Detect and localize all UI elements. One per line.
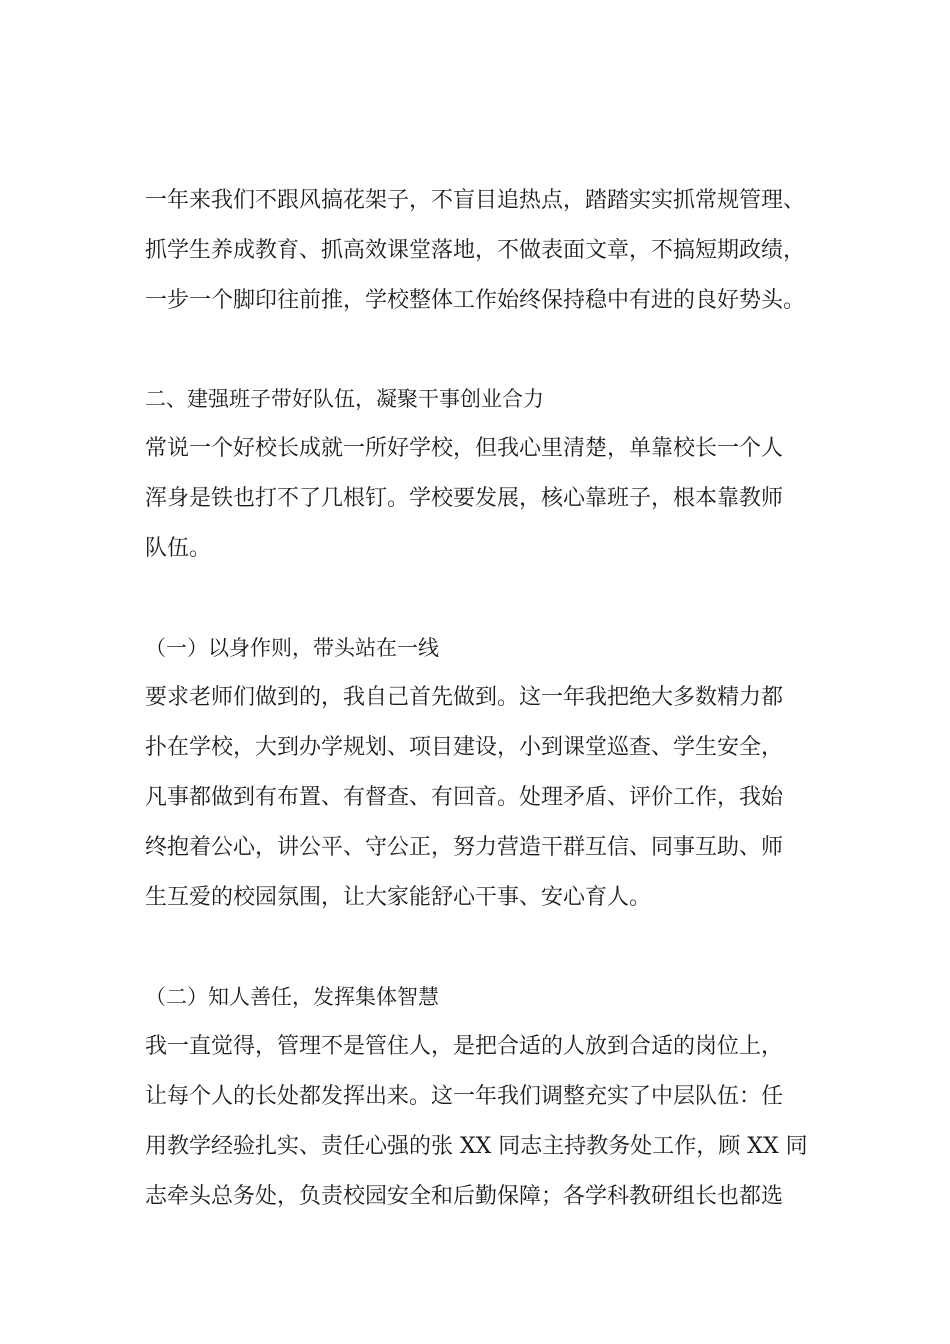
paragraph-line: 常说一个好校长成就一所好学校，但我心里清楚，单靠校长一个人 [145, 436, 784, 461]
subsection-heading: （一）以身作则，带头站在一线 [145, 636, 439, 660]
paragraph-line: 我一直觉得，管理不是管住人，是把合适的人放到合适的岗位上， [145, 1034, 784, 1059]
paragraph-line: 用教学经验扎实、责任心强的张 XX 同志主持教务处工作，顾 XX 同 [145, 1134, 808, 1159]
paragraph-line: 扑在学校，大到办学规划、项目建设，小到课堂巡查、学生安全， [145, 735, 784, 760]
subsection-heading: （二）知人善任，发挥集体智慧 [145, 985, 439, 1009]
paragraph-line: 抓学生养成教育、抓高效课堂落地，不做表面文章，不搞短期政绩， [145, 238, 806, 263]
paragraph-line: 让每个人的长处都发挥出来。这一年我们调整充实了中层队伍：任 [145, 1084, 784, 1109]
paragraph-line: 一年来我们不跟风搞花架子，不盲目追热点，踏踏实实抓常规管理、 [145, 188, 806, 213]
paragraph-line: 凡事都做到有布置、有督查、有回音。处理矛盾、评价工作，我始 [145, 785, 784, 810]
paragraph-line: 终抱着公心，讲公平、守公正，努力营造干群互信、同事互助、师 [145, 835, 784, 860]
section-heading: 二、建强班子带好队伍，凝聚干事创业合力 [145, 387, 544, 411]
paragraph-line: 生互爱的校园氛围，让大家能舒心干事、安心育人。 [145, 885, 652, 910]
paragraph-line: 浑身是铁也打不了几根钉。学校要发展，核心靠班子，根本靠教师 [145, 486, 784, 511]
paragraph-line: 要求老师们做到的，我自己首先做到。这一年我把绝大多数精力都 [145, 685, 784, 710]
paragraph-line: 一步一个脚印往前推，学校整体工作始终保持稳中有进的良好势头。 [145, 288, 806, 313]
paragraph-line: 志牵头总务处，负责校园安全和后勤保障；各学科教研组长也都选 [145, 1184, 784, 1209]
paragraph-line: 队伍。 [145, 536, 212, 561]
